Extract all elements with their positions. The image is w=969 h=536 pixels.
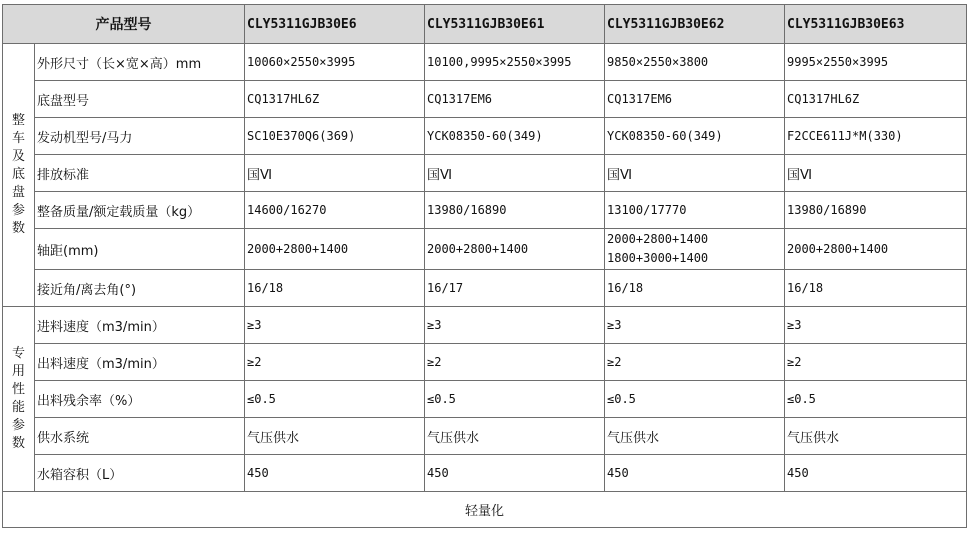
row-label: 接近角/离去角(°) [35,270,245,307]
model-header: CLY5311GJB30E63 [785,5,967,44]
cell-value: 16/18 [245,270,425,307]
cell-value: 9850×2550×3800 [605,44,785,81]
cell-value: YCK08350-60(349) [425,118,605,155]
cell-value: ≥2 [785,344,967,381]
row-label: 轴距(mm) [35,229,245,270]
cell-value: 9995×2550×3995 [785,44,967,81]
cell-value: 2000+2800+1400 [245,229,425,270]
cell-value: ≤0.5 [785,381,967,418]
row-label: 底盘型号 [35,81,245,118]
cell-value: CQ1317EM6 [425,81,605,118]
spec-row [3,381,967,418]
header-row [3,5,967,44]
cell-value-line: 1800+3000+1400 [607,251,709,265]
cell-value: 国Ⅵ [425,155,605,192]
cell-value: 450 [785,455,967,492]
cell-value: 2000+2800+1400 [425,229,605,270]
cell-value: 国Ⅵ [245,155,425,192]
row-label: 外形尺寸（长×宽×高）mm [35,44,245,81]
row-label: 排放标准 [35,155,245,192]
cell-value: ≥3 [245,307,425,344]
cell-value: 2000+2800+1400 [785,229,967,270]
cell-value: ≥3 [785,307,967,344]
spec-table [2,4,967,528]
footer-note: 轻量化 [3,492,967,528]
cell-value: 450 [605,455,785,492]
cell-value: 气压供水 [425,418,605,455]
group-label [3,307,35,492]
cell-value: 450 [425,455,605,492]
spec-row [3,192,967,229]
row-label: 发动机型号/马力 [35,118,245,155]
cell-value: ≤0.5 [425,381,605,418]
cell-value: ≥2 [425,344,605,381]
spec-row [3,270,967,307]
group-label-text: 整车及底盘参数 [11,113,25,236]
cell-value: ≤0.5 [245,381,425,418]
row-label: 整备质量/额定载质量（kg） [35,192,245,229]
group-label-text: 专用性能参数 [11,346,25,451]
spec-row [3,307,967,344]
row-label: 进料速度（m3/min） [35,307,245,344]
spec-row [3,44,967,81]
cell-value: 16/18 [605,270,785,307]
cell-value: YCK08350-60(349) [605,118,785,155]
spec-row [3,455,967,492]
cell-value: 450 [245,455,425,492]
row-label: 出料速度（m3/min） [35,344,245,381]
cell-value: CQ1317HL6Z [785,81,967,118]
cell-value: ≥3 [425,307,605,344]
cell-value: CQ1317HL6Z [245,81,425,118]
cell-value: 气压供水 [245,418,425,455]
row-label: 供水系统 [35,418,245,455]
cell-value: SC10E370Q6(369) [245,118,425,155]
cell-value: ≤0.5 [605,381,785,418]
cell-value: F2CCE611J*M(330) [785,118,967,155]
model-header: CLY5311GJB30E61 [425,5,605,44]
cell-value: 10060×2550×3995 [245,44,425,81]
cell-value: 16/18 [785,270,967,307]
cell-value: CQ1317EM6 [605,81,785,118]
header-label: 产品型号 [3,5,245,44]
group-label [3,44,35,307]
cell-value: 14600/16270 [245,192,425,229]
cell-value: 13100/17770 [605,192,785,229]
footer-row [3,492,967,528]
spec-row [3,344,967,381]
model-header: CLY5311GJB30E62 [605,5,785,44]
cell-value: ≥3 [605,307,785,344]
spec-row [3,418,967,455]
spec-row [3,118,967,155]
cell-value: 国Ⅵ [605,155,785,192]
spec-row [3,155,967,192]
row-label: 出料残余率（%） [35,381,245,418]
row-label: 水箱容积（L） [35,455,245,492]
cell-value: ≥2 [245,344,425,381]
cell-value-line: 2000+2800+1400 [607,232,709,246]
spec-row [3,81,967,118]
cell-value: 16/17 [425,270,605,307]
model-header: CLY5311GJB30E6 [245,5,425,44]
cell-value: ≥2 [605,344,785,381]
cell-value: 气压供水 [785,418,967,455]
cell-value [605,229,785,270]
cell-value: 国Ⅵ [785,155,967,192]
spec-row [3,229,967,270]
cell-value: 13980/16890 [425,192,605,229]
cell-value: 13980/16890 [785,192,967,229]
cell-value: 10100,9995×2550×3995 [425,44,605,81]
cell-value: 气压供水 [605,418,785,455]
